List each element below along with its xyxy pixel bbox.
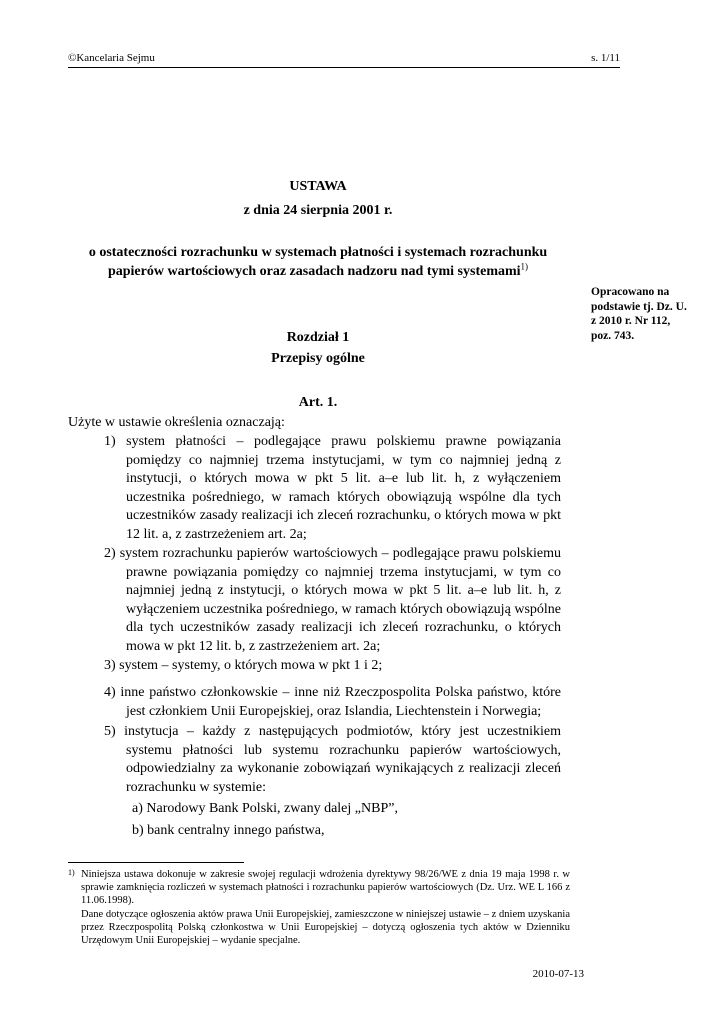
footnote-paragraph: Dane dotyczące ogłoszenia aktów prawa Unii Europejskiej, zamieszczone w niniejszej ustawie – z dniem uzyskania przez Rzeczpospolitą Polską członkostwa w Unii Europejskiej – dotyczą ogłoszenia tych aktów w Dzienniku Urzędowym Unii Europejskiej – wydanie specjalne. xyxy=(81,908,570,947)
footer-date: 2010-07-13 xyxy=(532,968,584,980)
footnote-mark: 1) xyxy=(68,868,75,877)
list-item: 3) system – systemy, o których mowa w pkt 1 i 2; xyxy=(104,658,383,673)
act-subject-line2: papierów wartościowych oraz zasadach nadzoru nad tymi systemami xyxy=(107,264,521,279)
side-note-line: z 2010 r. Nr 112, xyxy=(591,315,671,327)
footnote xyxy=(68,868,570,947)
side-note-line: podstawie tj. Dz. U. xyxy=(591,300,687,313)
page-header xyxy=(68,51,620,68)
chapter-number: Rozdział 1 xyxy=(286,330,350,345)
act-subject-line1: o ostateczności rozrachunku w systemach płatności i systemach rozrachunku xyxy=(88,245,548,260)
footnote-paragraph: Niniejsza ustawa dokonuje w zakresie swojej regulacji wdrożenia dyrektywy 98/26/WE z dnia 19 maja 1998 r. w sprawie zamknięcia rozliczeń w systemach płatności i rozrachunku papierów wartościowych (Dz. Urz. WE L 166 z 11.06.1998). xyxy=(81,869,570,907)
act-date: z dnia 24 sierpnia 2001 r. xyxy=(243,203,393,218)
article-number: Art. 1. xyxy=(298,395,338,410)
footnote-divider xyxy=(68,862,244,863)
article-intro: Użyte w ustawie określenia oznaczają: xyxy=(68,415,285,430)
header-source: ©Kancelaria Sejmu xyxy=(68,52,155,64)
act-subject xyxy=(68,243,568,281)
sub-item: b) bank centralny innego państwa, xyxy=(132,823,325,838)
page-number: s. 1/11 xyxy=(591,52,620,64)
side-note-line: Opracowano na xyxy=(591,286,670,298)
list-item: 5) instytucja – każdy z następujących podmiotów, który jest uczestnikiem systemu płatności lub systemu rozrachunku papierów wartościowych, odpowiedzialny za wykonanie zobowiązań wynikających z realizacji zleceń rozrachunku w systemie: xyxy=(104,724,561,795)
chapter-title: Przepisy ogólne xyxy=(271,351,365,366)
list-item: 2) system rozrachunku papierów wartościowych – podlegające prawu polskiemu prawne powiązania pomiędzy co najmniej trzema instytucjami, w tym co najmniej jedną z instytucji, o których mowa w pkt 5 lit. a–e lub lit. h, z wyłączeniem uczestnika pośredniego, w ramach których obowiązują wspólne dla tych uczestników zasady realizacji ich zleceń rozrachunku, o których mowa w pkt 12 lit. b, z zastrzeżeniem art. 2a; xyxy=(104,546,561,654)
side-note xyxy=(591,285,711,343)
list-item: 4) inne państwo członkowskie – inne niż Rzeczpospolita Polska państwo, które jest członkiem Unii Europejskiej, oraz Islandia, Liechtenstein i Norwegia; xyxy=(104,685,561,719)
footnote-reference: 1) xyxy=(520,261,529,272)
list-item: 1) system płatności – podlegające prawu polskiemu prawne powiązania pomiędzy co najmniej trzema instytucjami, w tym co najmniej jedną z instytucji, o których mowa w pkt 5 lit. a–e lub lit. h, z wyłączeniem uczestnika pośredniego, w ramach których obowiązują wspólne dla tych uczestników zasady realizacji ich zleceń rozrachunku, o których mowa w pkt 12 lit. a, z zastrzeżeniem art. 2a; xyxy=(104,434,561,542)
sub-item: a) Narodowy Bank Polski, zwany dalej „NBP”, xyxy=(132,801,398,816)
side-note-line: poz. 743. xyxy=(591,329,635,342)
act-title: USTAWA xyxy=(289,179,347,194)
